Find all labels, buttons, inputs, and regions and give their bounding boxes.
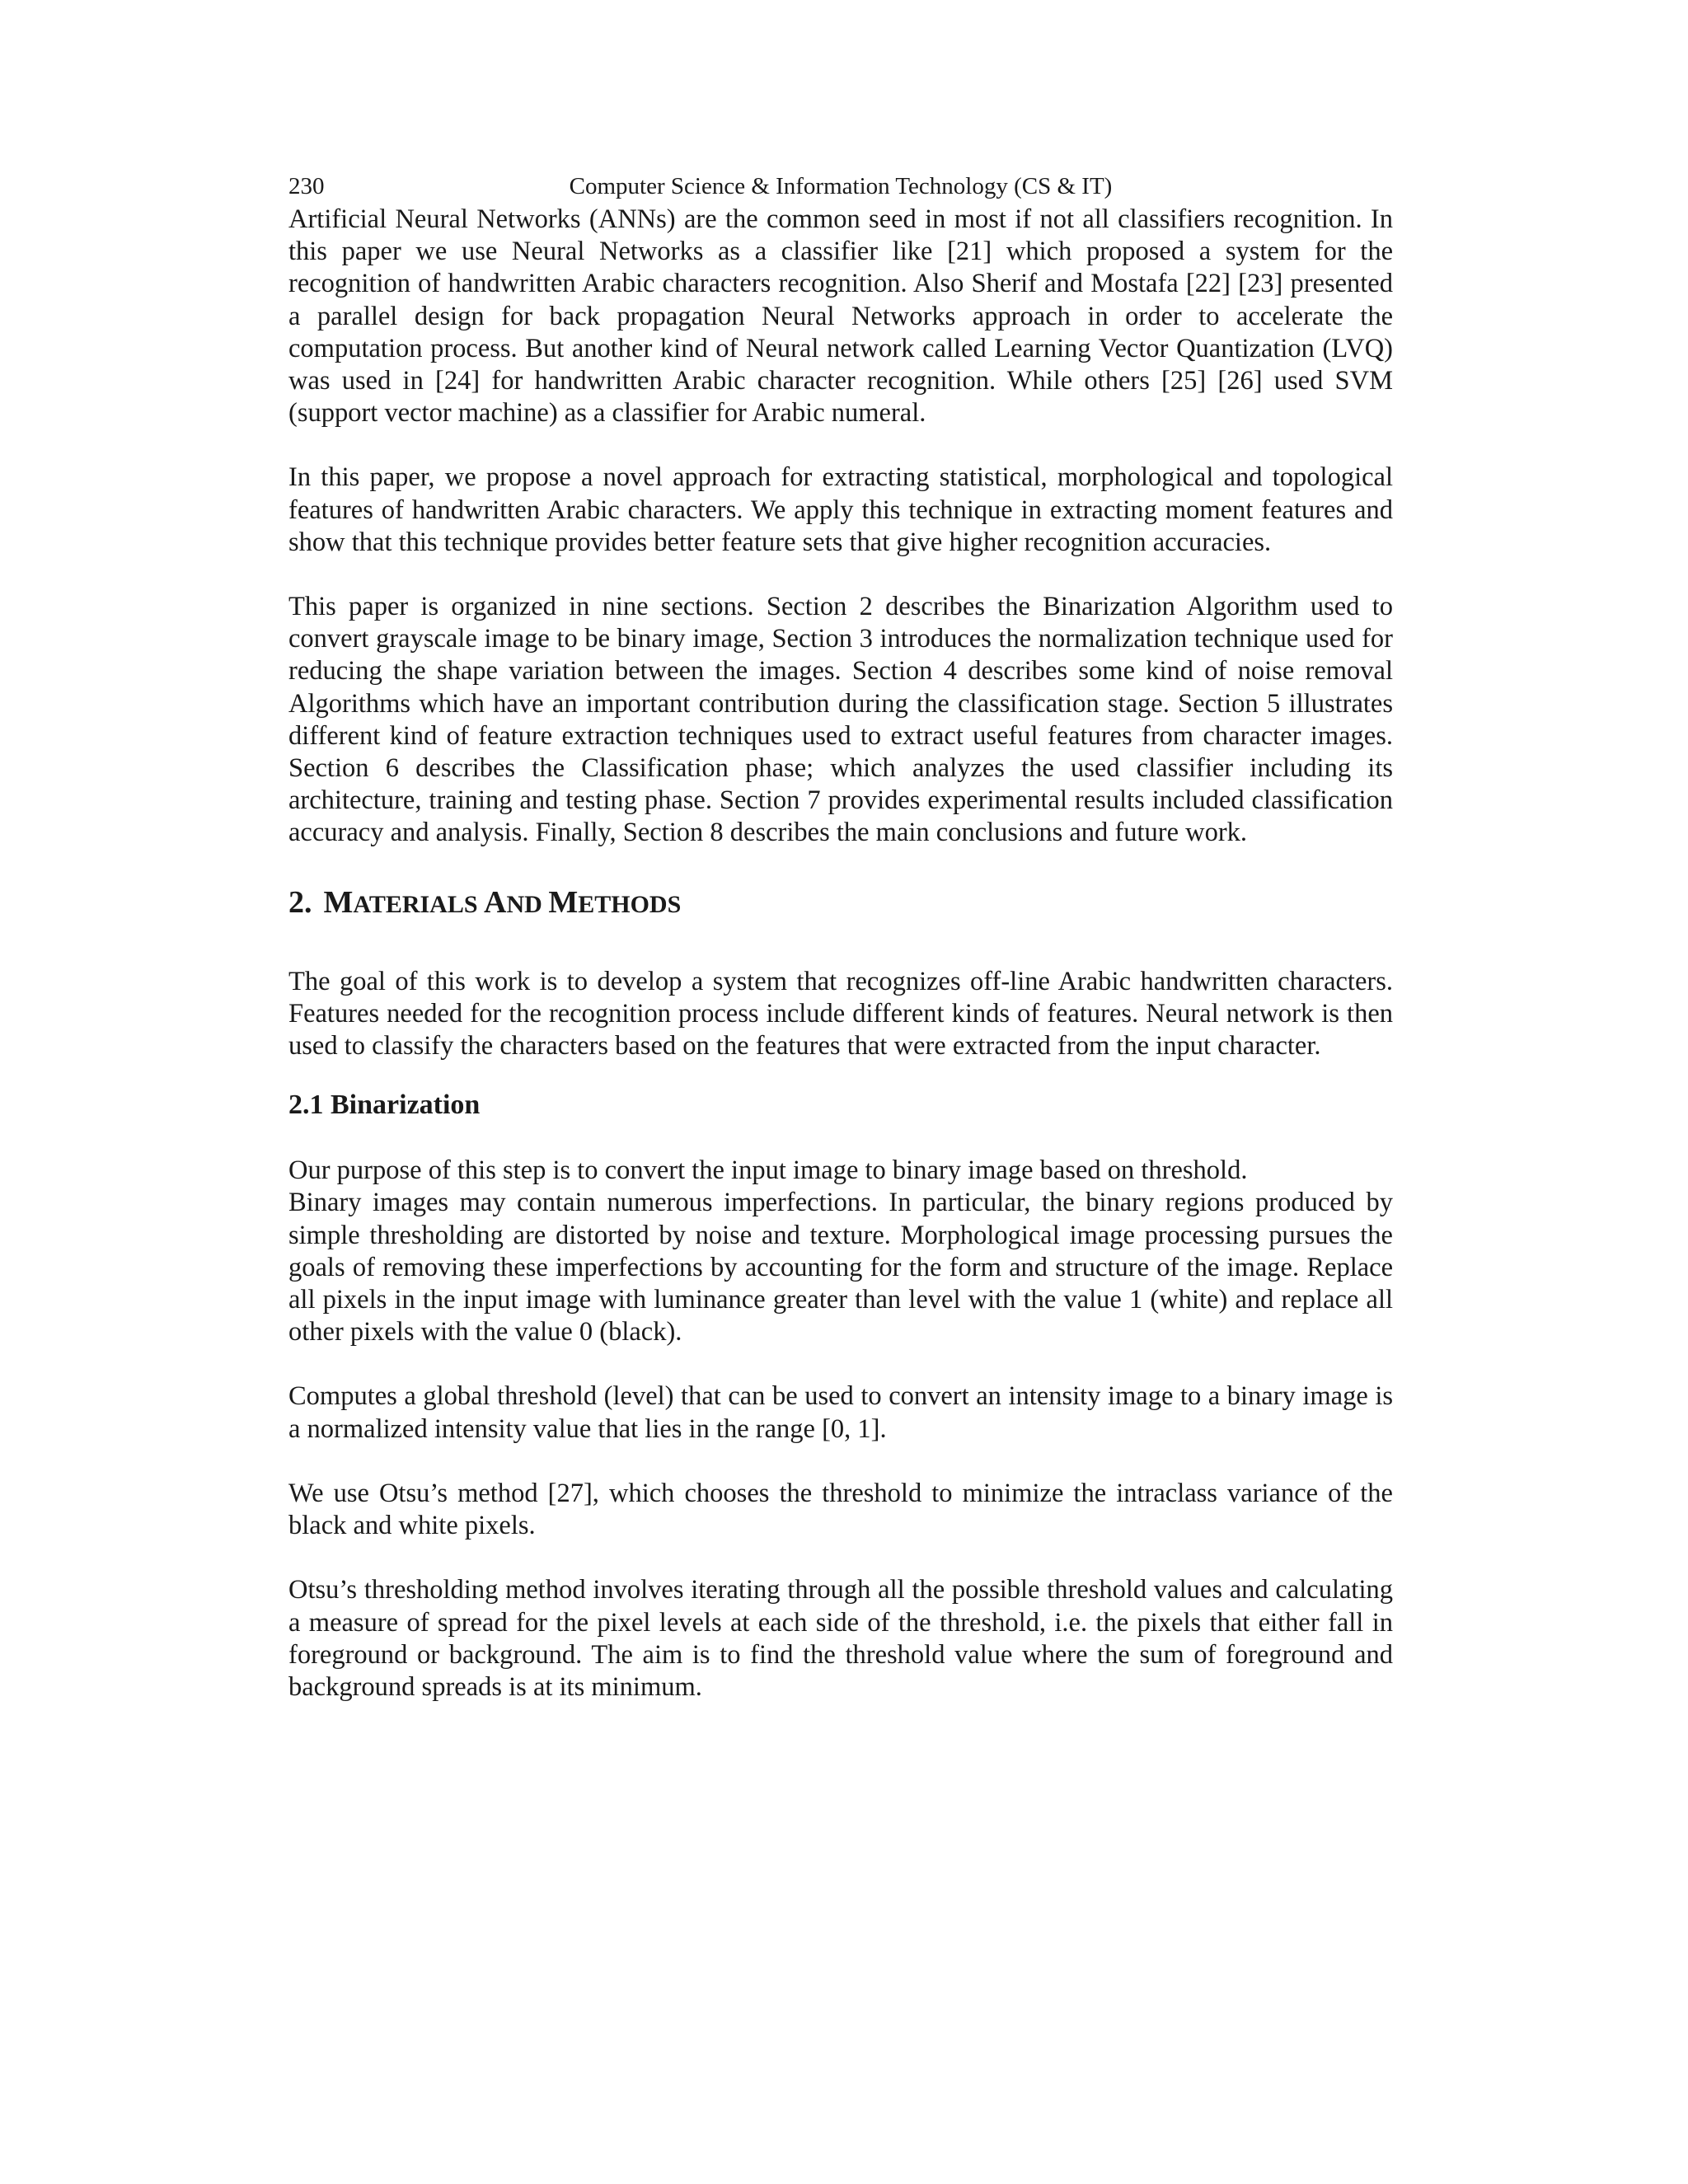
paragraph-classifiers: Artificial Neural Networks (ANNs) are the common seed in most if not all classifiers recognition. In this paper we use Neural Networks as a classifier like [21] which proposed a system for the recognition of handwritten Arabic characters recognition. Also Sherif and Mostafa [22] [23] presented a parallel design for back propagation Neural Networks approach in order to accelerate the computation process. But another kind of Neural network called Learning Vector Quantization (LVQ) was used in [24] for handwritten Arabic character recognition. While others [25] [26] used SVM (support vector machine) as a classifier for Arabic numeral. xyxy=(288,204,1393,429)
running-header xyxy=(288,169,1393,204)
paragraph-gap xyxy=(288,429,1393,462)
section-title-part: M xyxy=(548,884,579,920)
paragraph-organization: This paper is organized in nine sections. Section 2 describes the Binarization Algorithm used to convert grayscale image to be binary image, Section 3 introduces the normalization technique used for reducing the shape variation between the images. Section 4 describes some kind of noise removal Algorithms which have an important contribution during the classification stage. Section 5 illustrates different kind of feature extraction techniques used to extract useful features from character images. Section 6 describes the Classification phase; which analyzes the used classifier including its architecture, training and testing phase. Section 7 provides experimental results included classification accuracy and analysis. Finally, Section 8 describes the main conclusions and future work. xyxy=(288,592,1393,848)
section-heading-materials-methods xyxy=(288,883,1393,925)
section-title-part: A xyxy=(484,884,507,920)
paragraph-global-threshold: Computes a global threshold (level) that can be used to convert an intensity image to a binary image is a normalized intensity value that lies in the range [0, 1]. xyxy=(288,1381,1393,1444)
paragraph-otsu-method: We use Otsu’s method [27], which chooses the threshold to minimize the intraclass variance of the black and white pixels. xyxy=(288,1478,1393,1541)
paragraph-gap xyxy=(288,1348,1393,1380)
page-number: 230 xyxy=(288,173,325,199)
paragraph-gap xyxy=(288,1542,1393,1574)
paragraph-purpose-line: Our purpose of this step is to convert the input image to binary image based on threshold. xyxy=(288,1155,1248,1186)
paragraph-otsu-thresholding: Otsu’s thresholding method involves iterating through all the possible threshold values and calculating a measure of spread for the pixel levels at each side of the threshold, i.e. the pixels that either fall in foreground or background. The aim is to find the threshold value where the sum of foreground and background spreads is at its minimum. xyxy=(288,1575,1393,1702)
subsection-heading-binarization: 2.1 Binarization xyxy=(288,1090,481,1121)
paper-page xyxy=(288,169,1393,1704)
section-title-part: ETHODS xyxy=(578,890,682,918)
section-number: 2. xyxy=(288,884,312,920)
journal-name: Computer Science & Information Technology (CS & IT) xyxy=(569,173,1113,199)
paragraph-gap xyxy=(288,559,1393,591)
section-title-part: M xyxy=(323,884,354,920)
section-title-part: ATERIALS xyxy=(353,890,485,918)
paragraph-binary-imperfections: Binary images may contain numerous imperfections. In particular, the binary regions produced by simple thresholding are distorted by noise and texture. Morphological image processing pursues the goals of removing these imperfections by accounting for the form and structure of the image. Replace all pixels in the input image with luminance greater than level with the value 1 (white) and replace all other pixels with the value 0 (black). xyxy=(288,1188,1393,1347)
section-title-part: ND xyxy=(506,890,549,918)
paragraph-gap xyxy=(288,1446,1393,1478)
paragraph-goal: The goal of this work is to develop a system that recognizes off-line Arabic handwritten characters. Features needed for the recognition process include different kinds of features. Neural network is then used to classify the characters based on the features that were extracted from the input character. xyxy=(288,966,1393,1062)
paragraph-proposal: In this paper, we propose a novel approach for extracting statistical, morphological and topological features of handwritten Arabic characters. We apply this technique in extracting moment features and show that this technique provides better feature sets that give higher recognition accuracies. xyxy=(288,462,1393,557)
